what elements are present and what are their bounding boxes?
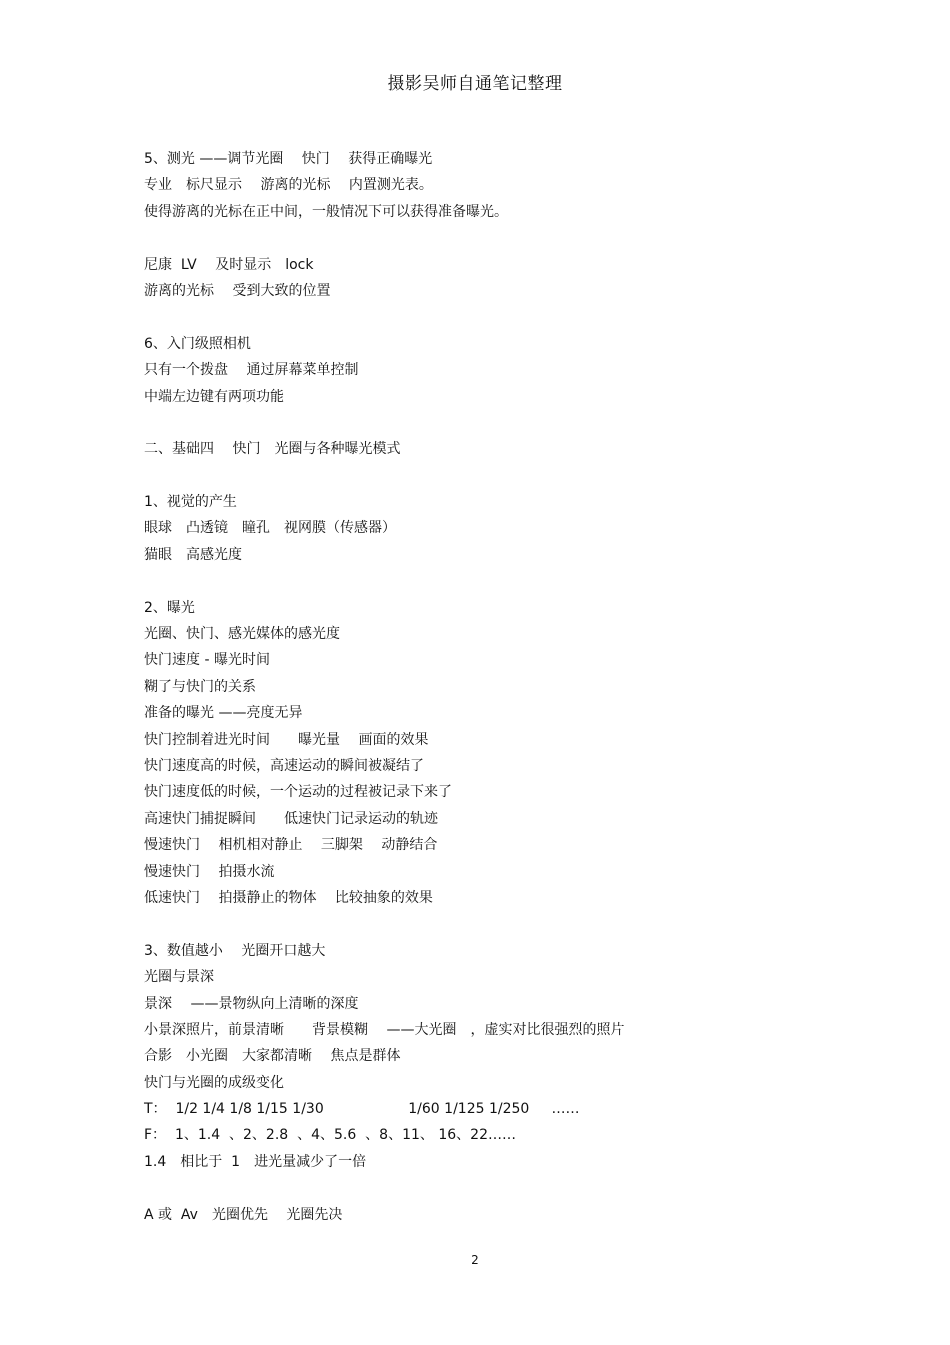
blank-line xyxy=(144,911,844,937)
text-line: 小景深照片，前景清晰 背景模糊 ——大光圈 ，虚实对比很强烈的照片 xyxy=(144,1021,625,1038)
text-line: 游离的光标 受到大致的位置 xyxy=(144,282,331,299)
text-line: 低速快门 拍摄静止的物体 比较抽象的效果 xyxy=(144,889,433,906)
text-line: 糊了与快门的关系 xyxy=(144,678,256,695)
text-line: 快门与光圈的成级变化 xyxy=(144,1074,284,1091)
blank-line xyxy=(144,1175,844,1201)
text-line: 快门速度低的时候，一个运动的过程被记录下来了 xyxy=(144,784,452,801)
blank-line xyxy=(144,225,844,251)
text-line: A 或 Av 光圈优先 光圈先决 xyxy=(144,1206,343,1223)
text-line: 中端左边键有两项功能 xyxy=(144,388,284,405)
text-line: 光圈与景深 xyxy=(144,969,214,986)
text-line: 专业 标尺显示 游离的光标 内置测光表。 xyxy=(144,177,433,194)
page-number: 2 xyxy=(471,1253,479,1267)
blank-line xyxy=(144,568,844,594)
text-line: T： 1/2 1/4 1/8 1/15 1/30 1/60 1/125 1/250 …… xyxy=(144,1101,580,1118)
page-title: 摄影吴师自通笔记整理 xyxy=(387,74,563,94)
text-line: F： 1、1.4 、2、2.8 、4、5.6 、8、11、 16、22…… xyxy=(144,1127,516,1144)
text-line: 慢速快门 拍摄水流 xyxy=(144,863,275,880)
text-line: 快门速度高的时候，高速运动的瞬间被凝结了 xyxy=(144,757,424,774)
text-line: 1、视觉的产生 xyxy=(144,494,237,511)
text-line: 5、测光 ——调节光圈 快门 获得正确曝光 xyxy=(144,151,433,167)
text-line: 3、数值越小 光圈开口越大 xyxy=(144,942,326,959)
blank-line xyxy=(144,463,844,489)
text-line: 2、曝光 xyxy=(144,599,195,616)
text-line: 使得游离的光标在正中间，一般情况下可以获得准备曝光。 xyxy=(144,203,508,220)
text-line: 快门控制着进光时间 曝光量 画面的效果 xyxy=(144,731,429,748)
text-line: 光圈、快门、感光媒体的感光度 xyxy=(144,626,340,643)
blank-line xyxy=(144,410,844,436)
text-line: 合影 小光圈 大家都清晰 焦点是群体 xyxy=(144,1048,401,1065)
text-line: 眼球 凸透镜 瞳孔 视网膜（传感器） xyxy=(144,520,396,537)
text-line: 6、入门级照相机 xyxy=(144,335,251,352)
text-line: 景深 ——景物纵向上清晰的深度 xyxy=(144,995,359,1012)
text-line: 快门速度 - 曝光时间 xyxy=(144,652,270,669)
blank-line xyxy=(144,304,844,330)
text-line: 尼康 LV 及时显示 lock xyxy=(144,256,314,273)
text-line: 二、基础四 快门 光圈与各种曝光模式 xyxy=(144,441,401,458)
text-line: 高速快门捕捉瞬间 低速快门记录运动的轨迹 xyxy=(144,810,438,827)
text-line: 准备的曝光 ——亮度无异 xyxy=(144,705,303,722)
text-line: 猫眼 高感光度 xyxy=(144,546,242,563)
text-line: 慢速快门 相机相对静止 三脚架 动静结合 xyxy=(144,837,438,854)
document-body xyxy=(144,146,844,1228)
text-line: 1.4 相比于 1 进光量减少了一倍 xyxy=(144,1153,367,1170)
text-line: 只有一个拨盘 通过屏幕菜单控制 xyxy=(144,362,359,379)
